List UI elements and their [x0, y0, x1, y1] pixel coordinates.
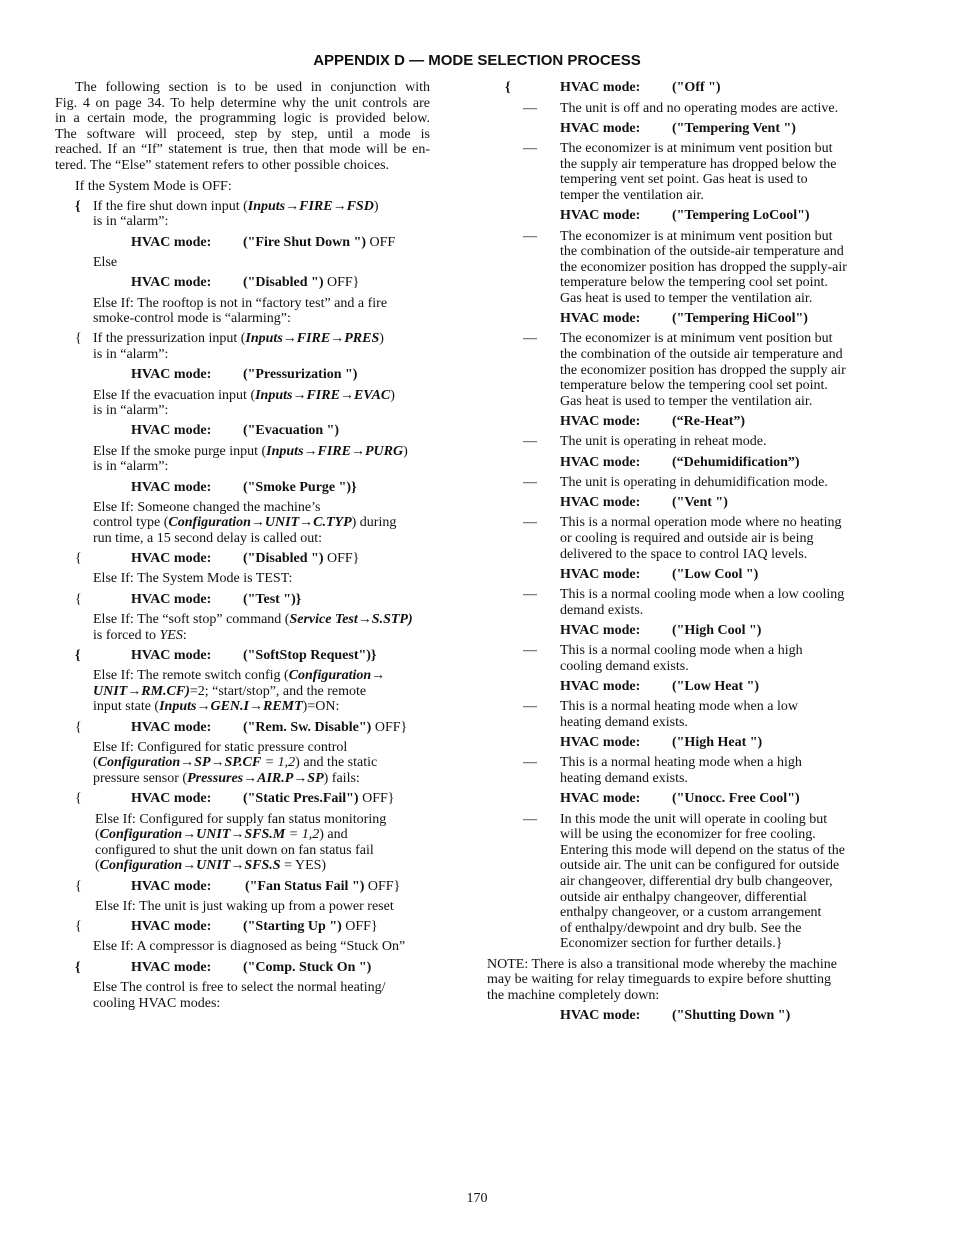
final-else: Else The control is free to select the normal heating/ [93, 980, 386, 995]
desc-line: temper the ventilation air. [560, 188, 704, 203]
brace-mark: { [75, 199, 81, 214]
desc-line: outside air enthalpy changeover, differential [560, 890, 807, 905]
desc-line: outside air. The unit can be configured for outside [560, 858, 840, 873]
intro-line: tered. The “Else” statement refers to other possible choices. [55, 158, 390, 173]
desc-line: Gas heat is used to temper the ventilation air. [560, 291, 813, 306]
desc-line: This is a normal cooling mode when a low cooling [560, 587, 845, 602]
mode-high-cool: ("High Cool ") [672, 623, 762, 638]
brace-mark: { [505, 80, 511, 95]
mode-evacuation: ("Evacuation ") [243, 423, 340, 438]
static-condition: pressure sensor (Pressures→AIR.P→SP) fails: [93, 771, 360, 786]
dash-mark: — [523, 755, 537, 770]
mode-disabled: ("Disabled ") OFF} [243, 551, 360, 566]
desc-line: heating demand exists. [560, 771, 688, 786]
desc-line: cooling demand exists. [560, 659, 689, 674]
alarm-text: is in “alarm”: [93, 214, 169, 229]
dash-mark: — [523, 229, 537, 244]
desc-line: will be using the economizer for free cooling. [560, 827, 816, 842]
mode-comp-stuck-on: ("Comp. Stuck On ") [243, 960, 372, 975]
desc-line: demand exists. [560, 603, 644, 618]
ctype-condition: run time, a 15 second delay is called out: [93, 531, 322, 546]
hvac-label: HVAC mode: [131, 720, 212, 735]
desc-line: This is a normal heating mode when a high [560, 755, 802, 770]
mode-starting-up: ("Starting Up ") OFF} [243, 919, 378, 934]
fsd-condition: If the fire shut down input (Inputs→FIRE→FSD) [93, 199, 379, 214]
fan-condition: (Configuration→UNIT→SFS.S = YES) [95, 858, 327, 873]
hvac-label: HVAC mode: [560, 735, 641, 750]
note-line: may be waiting for relay timeguards to expire before shutting [487, 972, 832, 987]
desc-line: tempering vent set point. Gas heat is used to [560, 172, 808, 187]
hvac-label: HVAC mode: [131, 423, 212, 438]
mode-pressurization: ("Pressurization ") [243, 367, 358, 382]
desc-line: heating demand exists. [560, 715, 688, 730]
hvac-label: HVAC mode: [131, 275, 212, 290]
dash-mark: — [523, 101, 537, 116]
mode-tempering-hicool: ("Tempering HiCool") [672, 311, 808, 326]
mode-shutting-down: ("Shutting Down ") [672, 1008, 791, 1023]
note-line: the machine completely down: [487, 988, 660, 1003]
hvac-label: HVAC mode: [560, 791, 641, 806]
desc-line: temperature below the tempering cool set point. [560, 378, 828, 393]
hvac-label: HVAC mode: [131, 648, 212, 663]
test-condition: Else If: The System Mode is TEST: [93, 571, 293, 586]
power-condition: Else If: The unit is just waking up from a power reset [95, 899, 394, 914]
brace-mark: { [75, 791, 82, 806]
mode-tempering-vent: ("Tempering Vent ") [672, 121, 796, 136]
dash-mark: — [523, 475, 537, 490]
mode-low-cool: ("Low Cool ") [672, 567, 759, 582]
desc-line: This is a normal cooling mode when a high [560, 643, 803, 658]
mode-test: ("Test ")} [243, 592, 302, 607]
hvac-label: HVAC mode: [560, 208, 641, 223]
remote-condition: Else If: The remote switch config (Configuration→ [93, 668, 386, 683]
hvac-label: HVAC mode: [131, 235, 212, 250]
desc-line: The unit is off and no operating modes are active. [560, 101, 839, 116]
mode-reheat: (“Re-Heat”) [672, 414, 746, 429]
alarm-text: is in “alarm”: [93, 403, 169, 418]
dash-mark: — [523, 434, 537, 449]
static-condition: (Configuration→SP→SP.CF = 1,2) and the static [93, 755, 378, 770]
dash-mark: — [523, 643, 537, 658]
brace-mark: { [75, 331, 82, 346]
brace-mark: { [75, 919, 82, 934]
hvac-label: HVAC mode: [560, 121, 641, 136]
else-text: Else [93, 255, 118, 270]
mode-off: ("Off ") [672, 80, 721, 95]
desc-line: the combination of the outside-air temperature and [560, 244, 844, 259]
page-title: APPENDIX D — MODE SELECTION PROCESS [313, 52, 641, 69]
hvac-label: HVAC mode: [560, 495, 641, 510]
brace-mark: { [75, 592, 82, 607]
purge-condition: Else If the smoke purge input (Inputs→FIRE→PURG) [93, 444, 408, 459]
desc-line: Gas heat is used to temper the ventilation air. [560, 394, 813, 409]
desc-line: This is a normal operation mode where no heating [560, 515, 842, 530]
desc-line: or cooling is required and outside air is being [560, 531, 814, 546]
dash-mark: — [523, 331, 537, 346]
mode-smoke-purge: ("Smoke Purge ")} [243, 480, 357, 495]
dash-mark: — [523, 141, 537, 156]
compressor-condition: Else If: A compressor is diagnosed as being “Stuck On” [93, 939, 406, 954]
fan-condition: configured to shut the unit down on fan status fail [95, 843, 374, 858]
mode-unocc-free-cool: ("Unocc. Free Cool") [672, 791, 800, 806]
pres-condition: If the pressurization input (Inputs→FIRE→PRES) [93, 331, 384, 346]
desc-line: delivered to the space to control IAQ levels. [560, 547, 808, 562]
desc-line: Economizer section for further details.} [560, 936, 783, 951]
mode-tempering-locool: ("Tempering LoCool") [672, 208, 810, 223]
desc-line: The unit is operating in reheat mode. [560, 434, 767, 449]
page-number: 170 [466, 1191, 488, 1206]
desc-line: the economizer position has dropped the supply air [560, 363, 846, 378]
desc-line: enthalpy changeover, or a custom arrangement [560, 905, 822, 920]
desc-line: The unit is operating in dehumidification mode. [560, 475, 828, 490]
brace-mark: { [75, 720, 82, 735]
desc-line: Entering this mode will depend on the status of the [560, 843, 846, 858]
fan-condition: Else If: Configured for supply fan status monitoring [95, 812, 387, 827]
hvac-label: HVAC mode: [131, 480, 212, 495]
hvac-label: HVAC mode: [560, 414, 641, 429]
final-else: cooling HVAC modes: [93, 996, 221, 1011]
softstop-condition: Else If: The “soft stop” command (Service Test→S.STP) [93, 612, 413, 627]
mode-static-pres-fail: ("Static Pres.Fail") OFF} [243, 791, 395, 806]
remote-condition: input state (Inputs→GEN.I→REMT)=ON: [93, 699, 340, 714]
dash-mark: — [523, 812, 537, 827]
hvac-label: HVAC mode: [131, 551, 212, 566]
hvac-label: HVAC mode: [131, 592, 212, 607]
mode-dehumidification: (“Dehumidification”) [672, 455, 800, 470]
hvac-label: HVAC mode: [131, 879, 212, 894]
hvac-label: HVAC mode: [560, 455, 641, 470]
mode-vent: ("Vent ") [672, 495, 728, 510]
alarm-text: is in “alarm”: [93, 459, 169, 474]
hvac-label: HVAC mode: [560, 567, 641, 582]
desc-line: This is a normal heating mode when a low [560, 699, 798, 714]
dash-mark: — [523, 515, 537, 530]
rooftop-condition: smoke-control mode is “alarming”: [93, 311, 291, 326]
desc-line: of enthalpy/dewpoint and dry bulb. See the [560, 921, 802, 936]
hvac-label: HVAC mode: [131, 367, 212, 382]
desc-line: the economizer position has dropped the supply-air [560, 260, 847, 275]
mode-low-heat: ("Low Heat ") [672, 679, 760, 694]
mode-fan-status-fail: ("Fan Status Fail ") OFF} [245, 879, 401, 894]
system-off-text: If the System Mode is OFF: [75, 179, 232, 194]
desc-line: temperature below the tempering cool set point. [560, 275, 828, 290]
desc-line: air changeover, differential dry bulb changeover, [560, 874, 833, 889]
desc-line: the supply air temperature has dropped below the [560, 157, 837, 172]
hvac-label: HVAC mode: [560, 80, 641, 95]
remote-condition: UNIT→RM.CF)=2; “start/stop”, and the remote [93, 684, 367, 699]
desc-line: the combination of the outside air temperature and [560, 347, 843, 362]
note-line: NOTE: There is also a transitional mode whereby the machine [487, 957, 838, 972]
softstop-condition: is forced to YES: [93, 628, 187, 643]
intro-line: Fig. 4 on page 34. To help determine why the unit controls are [55, 96, 430, 111]
alarm-text: is in “alarm”: [93, 347, 169, 362]
hvac-label: HVAC mode: [131, 960, 212, 975]
mode-remote-switch: ("Rem. Sw. Disable") OFF} [243, 720, 408, 735]
mode-fire-shut-down: ("Fire Shut Down ") OFF [243, 235, 396, 250]
hvac-label: HVAC mode: [131, 919, 212, 934]
hvac-label: HVAC mode: [560, 311, 641, 326]
desc-line: The economizer is at minimum vent position but [560, 229, 833, 244]
fan-condition: (Configuration→UNIT→SFS.M = 1,2) and [95, 827, 348, 842]
intro-line: in a certain mode, the programming logic is provided below. [55, 111, 430, 126]
dash-mark: — [523, 587, 537, 602]
dash-mark: — [523, 699, 537, 714]
brace-mark: { [75, 551, 82, 566]
brace-mark: { [75, 960, 81, 975]
desc-line: In this mode the unit will operate in cooling but [560, 812, 828, 827]
hvac-label: HVAC mode: [560, 679, 641, 694]
intro-line: reached. If an “If” statement is true, then that mode will be en- [55, 142, 430, 157]
static-condition: Else If: Configured for static pressure control [93, 740, 348, 755]
ctype-condition: control type (Configuration→UNIT→C.TYP) during [93, 515, 397, 530]
evac-condition: Else If the evacuation input (Inputs→FIRE→EVAC) [93, 388, 395, 403]
mode-high-heat: ("High Heat ") [672, 735, 763, 750]
brace-mark: { [75, 879, 82, 894]
brace-mark: { [75, 648, 81, 663]
ctype-condition: Else If: Someone changed the machine’s [93, 500, 321, 515]
intro-line: The following section is to be used in conjunction with [75, 80, 430, 95]
mode-softstop: ("SoftStop Request")} [243, 648, 377, 663]
desc-line: The economizer is at minimum vent position but [560, 331, 833, 346]
rooftop-condition: Else If: The rooftop is not in “factory test” and a fire [93, 296, 388, 311]
hvac-label: HVAC mode: [560, 623, 641, 638]
mode-disabled: ("Disabled ") OFF} [243, 275, 360, 290]
intro-line: The software will proceed, step by step, until a mode is [55, 127, 430, 142]
hvac-label: HVAC mode: [560, 1008, 641, 1023]
hvac-label: HVAC mode: [131, 791, 212, 806]
desc-line: The economizer is at minimum vent position but [560, 141, 833, 156]
